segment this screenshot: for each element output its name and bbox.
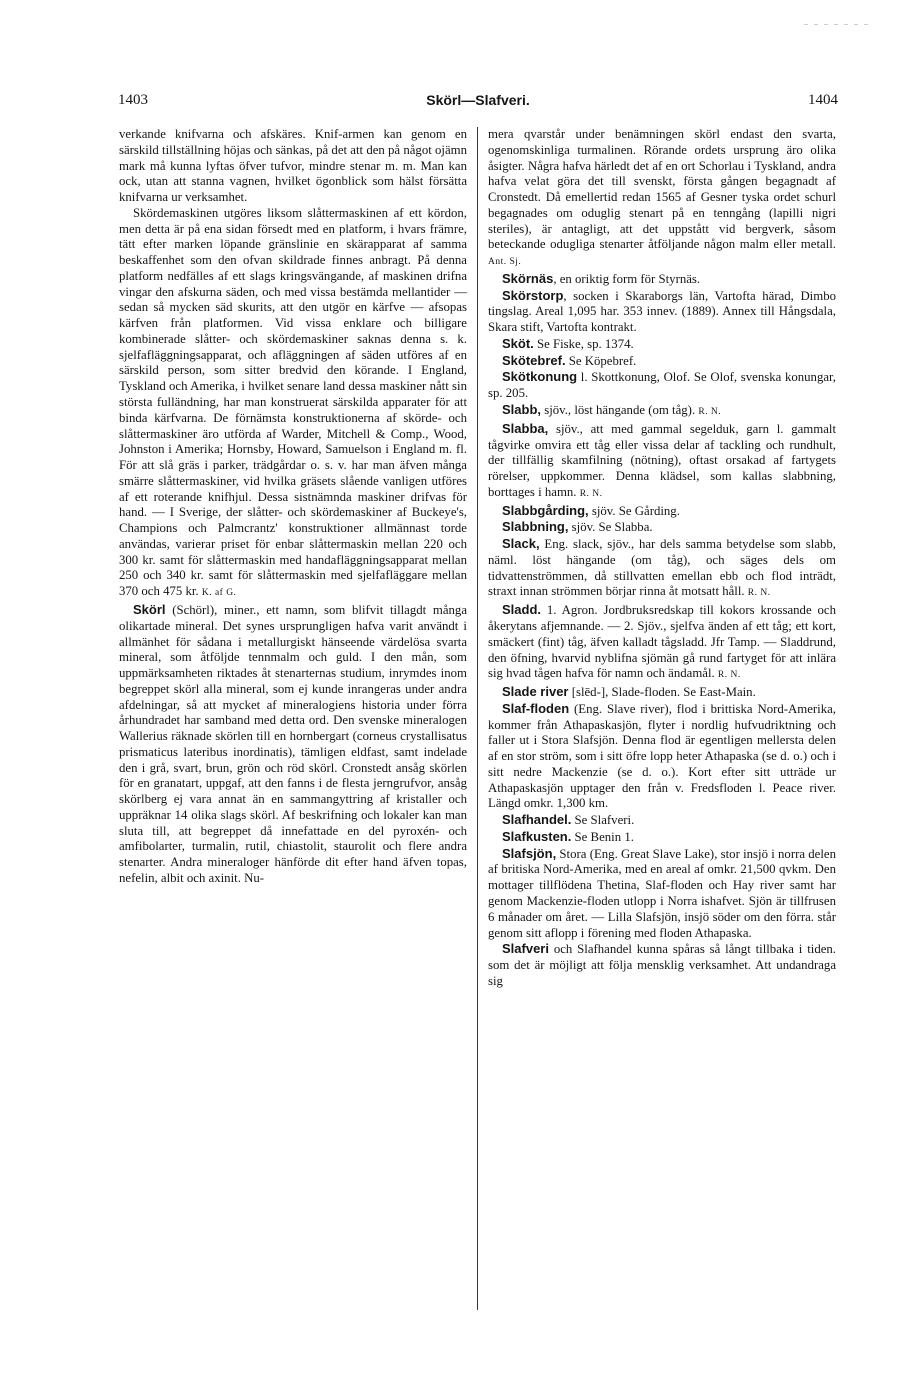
entry-text: , socken i Skaraborgs län, Vartofta härad, Dimbo tingslag. Areal 1,095 har. 353 innev. (1889). Annex till Hångsdala, Skara stift, Vartofta kontrakt. bbox=[488, 288, 836, 335]
entry-text: Se Benin 1. bbox=[571, 829, 634, 844]
entry-text: l. Skottkonung, Olof. Se Olof, svenska konungar, sp. 205. bbox=[488, 370, 836, 401]
entry-paragraph bbox=[488, 127, 836, 271]
entry-paragraph bbox=[119, 127, 467, 206]
page-number-left: 1403 bbox=[118, 92, 148, 108]
entry-paragraph bbox=[119, 206, 467, 602]
headword: Slafkusten. bbox=[502, 828, 572, 844]
headword: Skötkonung bbox=[502, 369, 578, 385]
entry-text: sjöv. Se Slabba. bbox=[568, 520, 653, 535]
headword: Skörstorp bbox=[502, 287, 564, 303]
entry-text: sjöv., löst hängande (om tåg). bbox=[541, 403, 696, 418]
entry-slabba bbox=[488, 421, 836, 503]
author-signature: R. N. bbox=[747, 588, 771, 599]
right-column bbox=[488, 127, 836, 990]
entry-text: [slēd-], Slade-floden. Se East-Main. bbox=[568, 685, 756, 700]
entry-slaf-floden bbox=[488, 701, 836, 812]
headword: Slack, bbox=[502, 536, 540, 552]
headword: Skötebref. bbox=[502, 352, 566, 368]
headword: Slaf-floden bbox=[502, 700, 570, 716]
entry-slafkusten bbox=[488, 829, 836, 846]
paragraph-text: Skördemaskinen utgöres liksom slåttermaskinen af ett kördon, men detta är på ena sidan försedt med en platform, i hvars främre, tätt efter marken löpande gränslinie en skärapparat af samma beskaffenhet som den ofvan skildrade finnes anbragt. På denna platform nedfälles af ett slags kringsvängande, af maskinen drifna vingar den afskurna säden, och med vissa bestämda mellantider — sedan så mycken säd skurits, att den utgör en kärfve — afsopas kärfven från platformen. Vid vissa enklare och billigare kombinerade slåtter- och skördemaskiner saknas denna s. k. sjelfafläggningsapparat, och afläggningen af säden utföres af en särskild person, som sitter bredvid den körande. I England, Tyskland och Amerika, i hvilket senare land dessa maskiner nått sin största fulländning, har man konstruerat särskilda apparater för att binda kärfvarna. De förnämsta konstruktionerna af skörde- och slåttermaskiner äro utförda af Warder, Mitchell & Comp., Wood, Johnston i Amerika; Hornsby, Howard, Samuelson i England m. fl. För att slå gräs i parker, trädgårdar o. s. v. har man äfven många smärre slåttermaskiner, vid hvilka gräsets slående vanligen utföres af ett roterande knifhjul. Dessa sistnämnda maskiner drifvas för hand. — I Sverige, der slåtter- och skördemaskiner af Buckeye's, Champions och Palmcrantz' konstruktioner allmännast torde användas, varierar priset för enbar slåttermaskin mellan 220 och 300 kr. samt för slåttermaskin med handafläggningsapparat mellan 250 och 340 kr. samt för slåttermaskin med sjelfafläggare mellan 370 och 475 kr. bbox=[119, 205, 467, 599]
headword: Slafveri bbox=[502, 941, 549, 957]
entry-slafhandel bbox=[488, 812, 836, 829]
author-signature: K. af G. bbox=[201, 588, 237, 599]
entry-text: (Eng. Slave river), flod i brittiska Nord-Amerika, kommer från Athapaskasjön, flyter i nordlig hufvudriktning och faller ut i Stora Slafsjön. Denna flod är egentligen mellersta delen af en stor ström, som i sitt öfre lopp heter Athapaska (se d. o.) och i sitt nedre Mackenzie (se d. o.). Kort efter sitt utträde ur Athapaskasjön upptager den från v. Fredsfloden l. Peace river. Längd omkr. 1,300 km. bbox=[488, 701, 836, 811]
page-number-right: 1404 bbox=[808, 92, 838, 108]
entry-text: sjöv. Se Gårding. bbox=[588, 503, 680, 518]
corner-ruler-marks bbox=[804, 14, 890, 22]
entry-text: Se Fiske, sp. 1374. bbox=[533, 336, 634, 351]
paragraph-text: verkande knifvarna och afskäres. Knif-armen kan genom en särskild tillställning höjas och sänkas, på det att den på något ojämn mark må kunna lyftas öfver tufvor, mindre stenar m. m. Man kan ock, utan att stanna vagnen, hvilket ögonblick som hälst försätta knifvarna ur verksamhet. bbox=[119, 127, 467, 205]
headword: Slabbning, bbox=[502, 519, 569, 535]
entry-slafveri bbox=[488, 941, 836, 989]
author-signature: R. N. bbox=[698, 407, 722, 418]
headword: Sladd. bbox=[502, 602, 542, 618]
entry-text: Se Slafveri. bbox=[571, 813, 635, 828]
entry-skornas bbox=[488, 271, 836, 288]
entry-slabb bbox=[488, 402, 836, 421]
entry-text: sjöv., att med gammal segelduk, garn l. gammalt tågvirke omvira ett tåg eller vissa delar af tackling och rundhult, der tillfällig skamfilning (nötning), oftast orsakad af fartygets rörelser, uppkommer. Denna klädsel, som kallas slabbning, borttages i hamn. bbox=[488, 421, 836, 499]
page-header bbox=[118, 92, 838, 116]
entry-text: och Slafhandel kunna spåras så långt tillbaka i tiden. som det är möjligt att följa mensklig verksamhet. Att undandraga sig bbox=[488, 942, 836, 988]
headword: Skörnäs bbox=[502, 270, 554, 286]
entry-text: Se Köpebref. bbox=[565, 353, 637, 368]
entry-skorl bbox=[119, 602, 467, 887]
paragraph-text: mera qvarstår under benämningen skörl endast den svarta, ogenomskinliga turmalinen. Rörande ordets ursprung äro olika åsigter. Några hafva härledt det af en ort Schorlau i Tyskland, andra hafva velat göra det till svenskt, första gången begagnadt af Cronstedt. Då emellertid redan 1565 af Gesner tyska ordet schurl begagnades om oduglig stenart på en tenngång (lapilli nigri steriles), är antagligt, att det uppstått vid bergverk, såsom beteckande odugliga stenarter åtföljande någon malm eller metall. bbox=[488, 127, 836, 252]
entry-text: , en oriktig form för Styrnäs. bbox=[553, 271, 701, 286]
entry-skotkonung bbox=[488, 369, 836, 402]
column-divider bbox=[477, 127, 478, 1310]
entry-slade-river bbox=[488, 684, 836, 701]
entry-slabbgarding bbox=[488, 503, 836, 520]
headword: Slabbgårding, bbox=[502, 502, 589, 518]
left-column bbox=[119, 127, 467, 887]
headword: Skörl bbox=[133, 601, 166, 617]
entry-text: Stora (Eng. Great Slave Lake), stor insjö i norra delen af britiska Nord-Amerika, med en areal af omkr. 21,500 qvkm. Den mottager tillflödena Thetina, Slaf-floden och Hay river samt har genom Mackenzie-floden utlopp i Norra ishafvet. Sjön är tillfrusen 6 månader om året. — Lilla Slafsjön, insjö söder om den förra. står genom sitt aflopp i förening med floden Athapaska. bbox=[488, 846, 836, 940]
entry-text: 1. Agron. Jordbruksredskap till kokors krossande och åkerytans afjemnande. — 2. Sjöv., sjelfva änden af ett tåg; ett kort, smäckert (fint) tåg, äfven kalladt tågsladd. Jfr Tamp. — Sladdrund, den öfning, hvarvid nyblifna sjömän gå rund fartyget för att inlära sig hvad tågen hafva för namn och ändamål. bbox=[488, 603, 836, 681]
headword: Slafhandel. bbox=[502, 812, 572, 828]
entry-slabbning bbox=[488, 519, 836, 536]
entry-slack bbox=[488, 536, 836, 602]
author-signature: R. N. bbox=[717, 670, 741, 681]
entry-text: (Schörl), miner., ett namn, som blifvit tillagdt många olikartade mineral. Det synes ursprungligen hafva varit användt i allmänhet för sådana i metallurgiskt hänseende värdelösa svarta mineral, som åtföljde tennmalm och guld. I den mån, som uppmärksamheten riktades åt stenarternas studium, inrymdes inom begreppet skörl alla mineral, som ej kunde inrangeras under andra afdelningar, så att mycket af mineralogiens historia under förra århundradet har samband med detta ord. Den svenske mineralogen Wallerius räknade skörlen till en hornbergart (corneus crystallisatus prismaticus lateribus inordinatis), tämligen eldfast, samt indelade den i grå, svart, brun, grön och röd skörl. Cronstedt ansåg skörlen för en granatart, uppgaf, att den fanns i de flesta jerngrufvor, ansåg skörlberg ej vara annat än en sammangyttring af kristaller och uppräknar 14 olika slags skörl. Af beskrifning och lokaler kan man sluta till, att begreppet då innefattade en del pyroxén- och amfibolarter, turmalin, rutil, chiastolit, staurolit och flere andra stenarter. Andra mineraloger hänförde dit efter hand äfven topas, nefelin, albit och axinit. Nu- bbox=[119, 602, 467, 885]
running-title: Skörl—Slafveri. bbox=[426, 92, 530, 108]
author-signature: Ant. Sj. bbox=[488, 257, 522, 268]
headword: Slabb, bbox=[502, 402, 542, 418]
entry-text: Eng. slack, sjöv., har dels samma betydelse som slabb, näml. löst hängande (om tåg), och säges dels om tidvattenströmmen, då stillvatten emellan ebb och flod inträdt, straxt innan strömmen börjar rinna åt motsatt håll. bbox=[488, 537, 836, 599]
entry-sladd bbox=[488, 602, 836, 684]
author-signature: R. N. bbox=[579, 488, 603, 499]
entry-skot bbox=[488, 336, 836, 353]
entry-skorstorp bbox=[488, 288, 836, 336]
headword: Slabba, bbox=[502, 420, 549, 436]
entry-slafsjon bbox=[488, 846, 836, 942]
entry-skotebref bbox=[488, 353, 836, 370]
headword: Slafsjön, bbox=[502, 845, 557, 861]
headword: Slade river bbox=[502, 684, 569, 700]
headword: Sköt. bbox=[502, 335, 534, 351]
